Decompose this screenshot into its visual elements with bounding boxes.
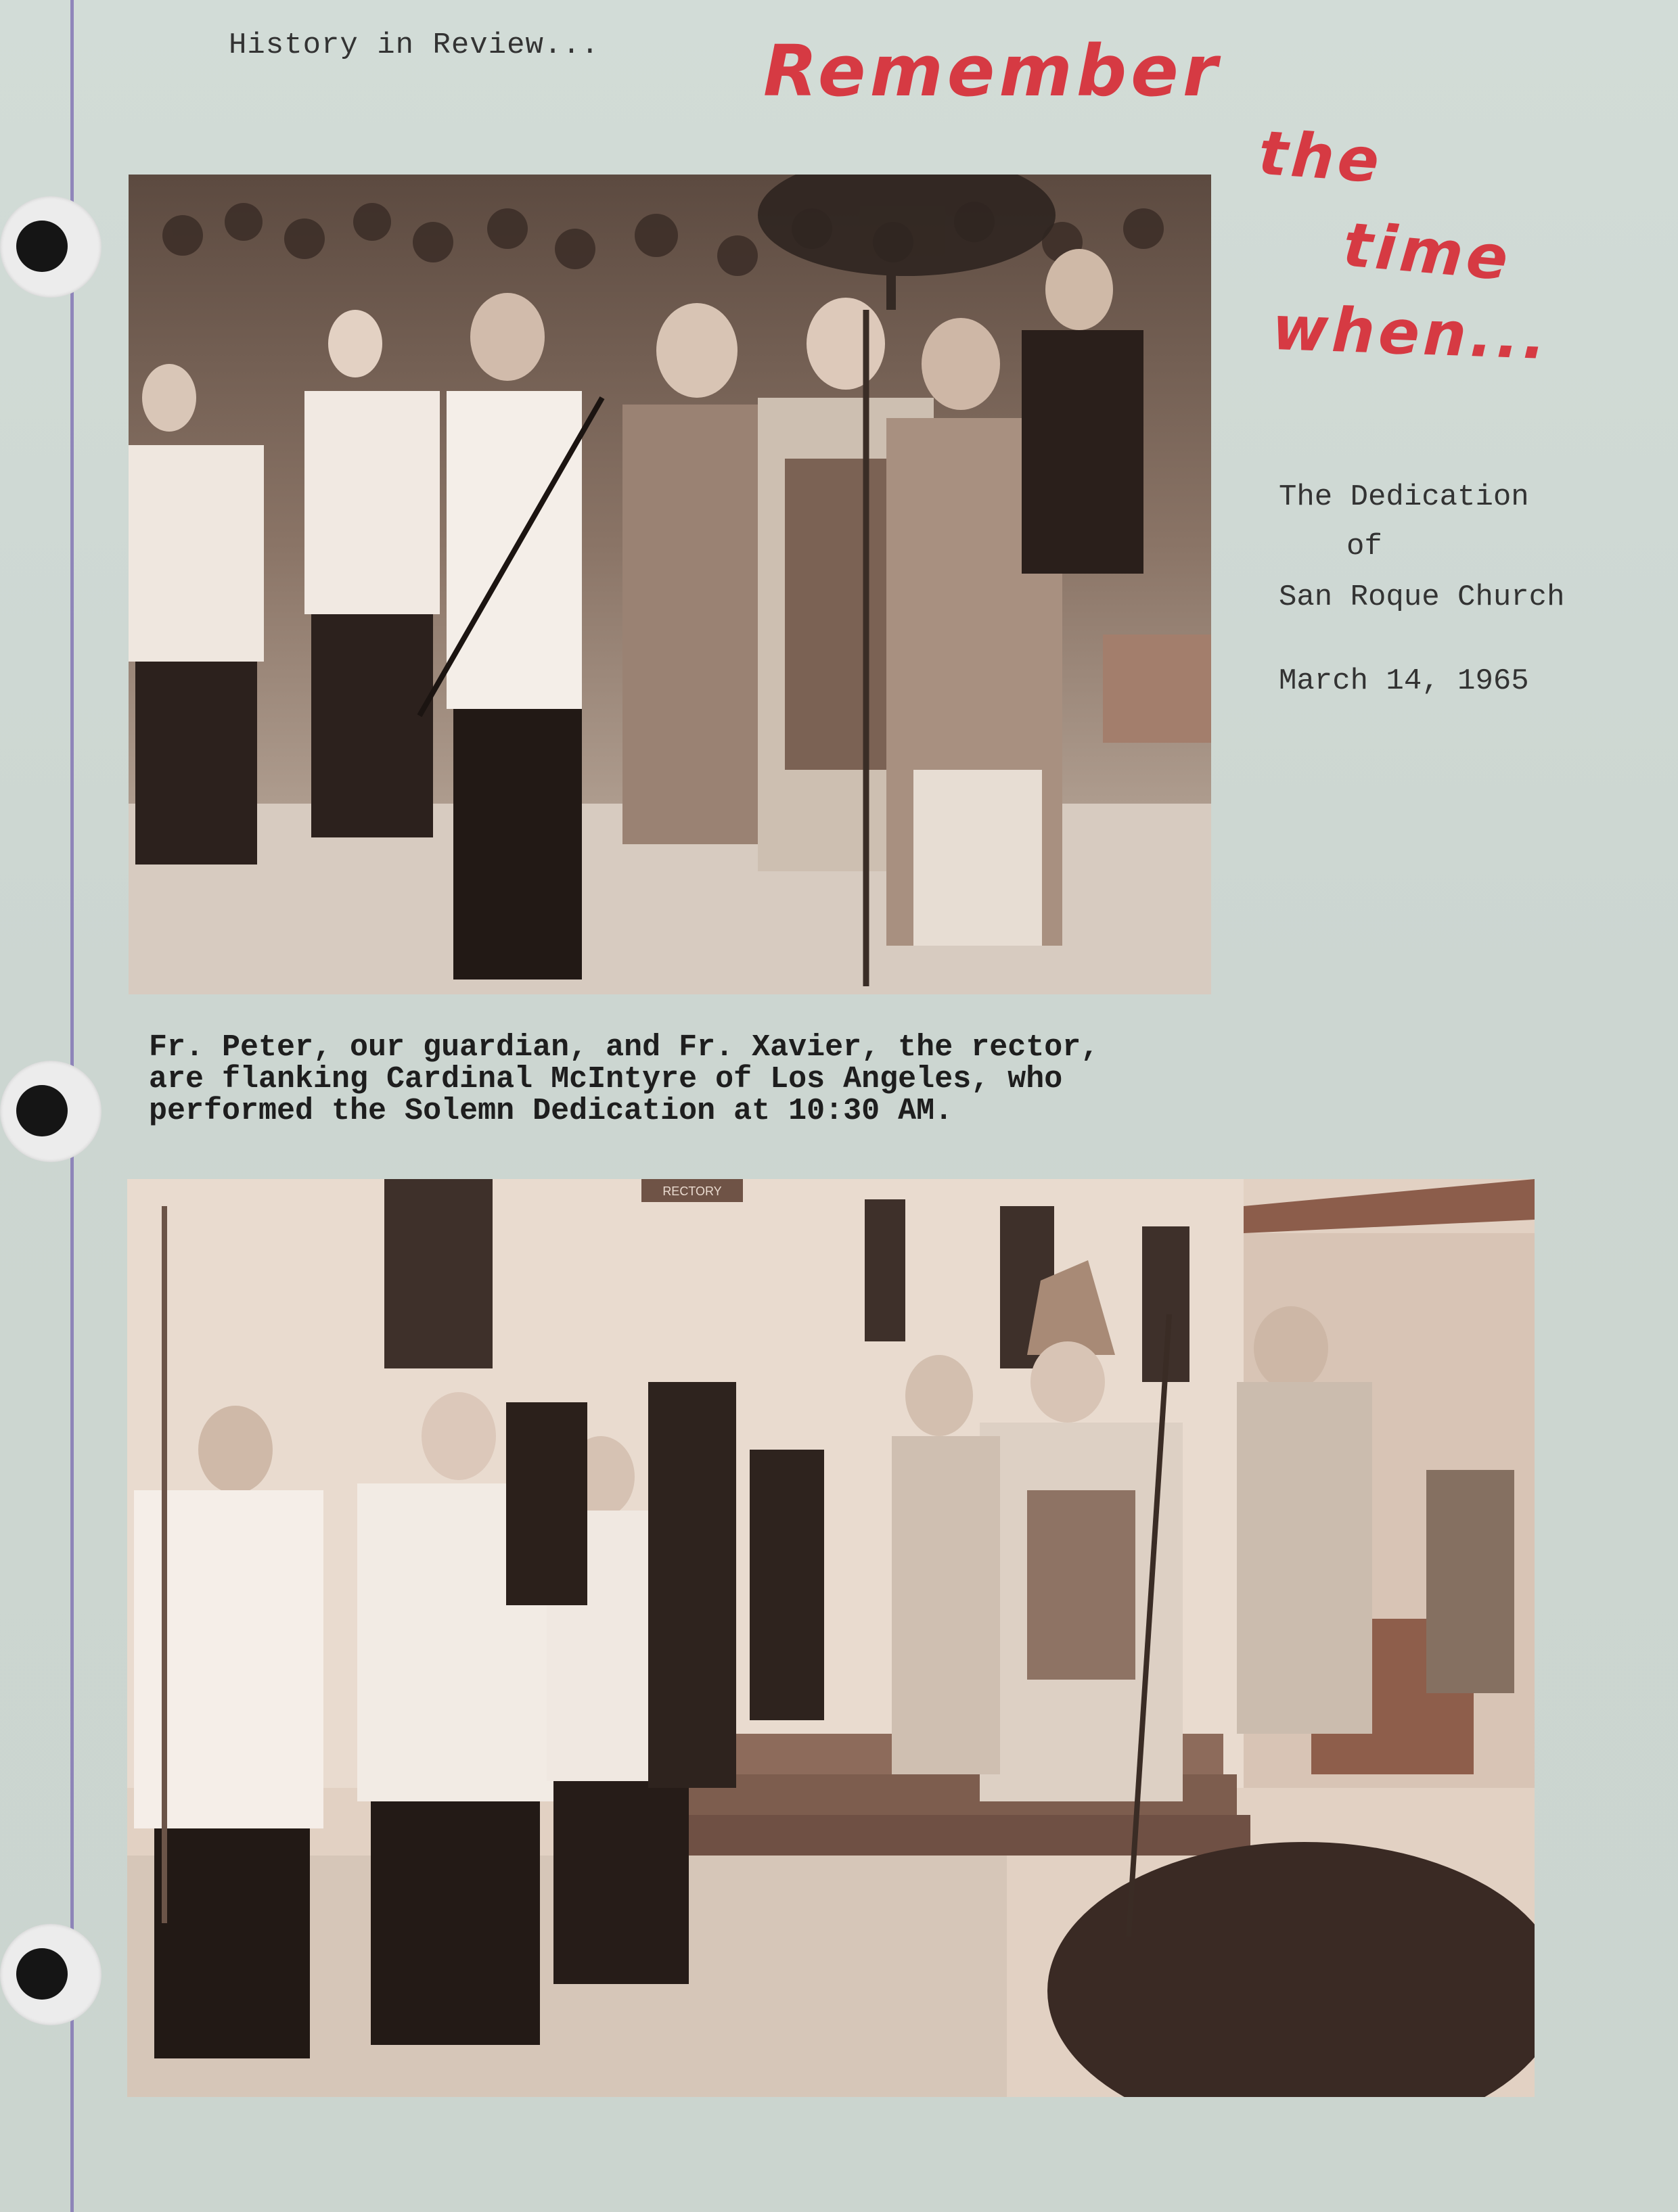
dedication-title: The Dedication — [1279, 480, 1529, 514]
top-photo-image — [129, 175, 1211, 994]
bottom-photo-image — [127, 1179, 1535, 2097]
handwritten-line-2: the — [1256, 117, 1385, 198]
photo-caption — [149, 1032, 1258, 1127]
binder-hole-top — [0, 196, 101, 298]
bottom-photo-procession — [127, 1179, 1535, 2097]
page-header: History in Review... — [229, 28, 600, 62]
handwritten-line-3: time — [1340, 209, 1514, 295]
dedication-date: March 14, 1965 — [1279, 664, 1529, 698]
church-name: San Roque Church — [1279, 580, 1565, 614]
dedication-of: of — [1346, 530, 1382, 563]
rectory-sign: RECTORY — [662, 1184, 722, 1198]
handwritten-line-4: when... — [1271, 292, 1551, 374]
caption-line-1: Fr. Peter, our guardian, and Fr. Xavier, the rector, — [149, 1030, 1099, 1065]
handwritten-line-1: Remember — [763, 30, 1221, 112]
top-photo-dedication-ceremony — [129, 175, 1211, 994]
binder-hole-bottom — [0, 1924, 101, 2025]
binder-hole-middle — [0, 1061, 101, 1162]
caption-line-2: are flanking Cardinal McIntyre of Los Angeles, who — [149, 1062, 1063, 1097]
caption-line-3: performed the Solemn Dedication at 10:30 AM. — [149, 1094, 953, 1128]
